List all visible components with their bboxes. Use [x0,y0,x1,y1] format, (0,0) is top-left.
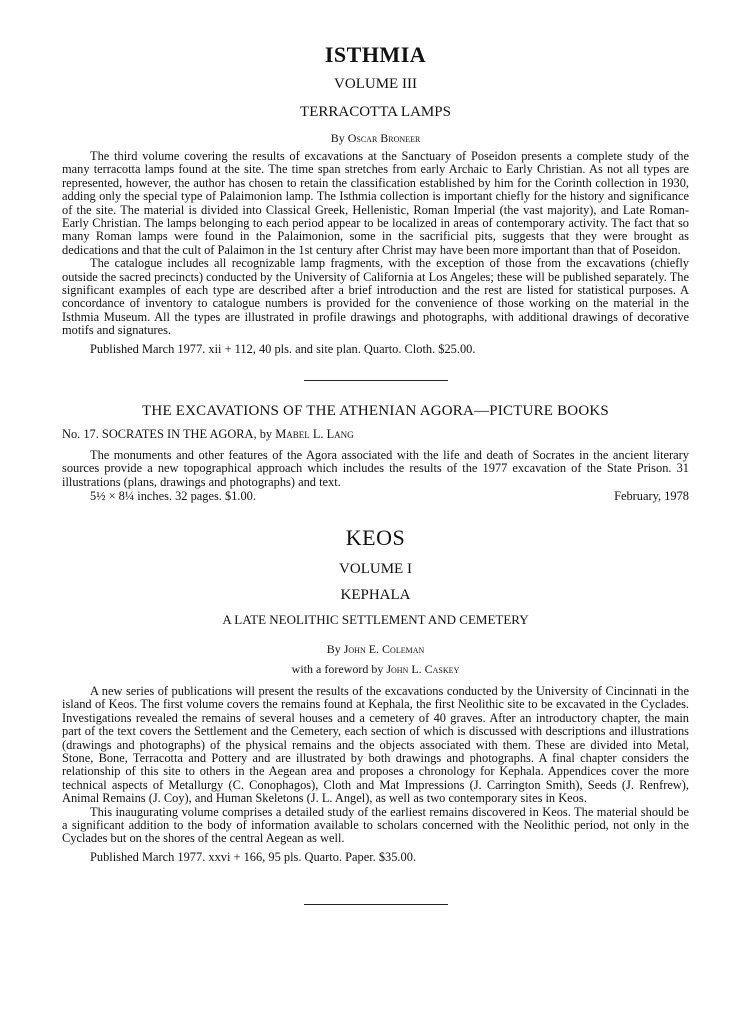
section-divider-bottom [304,904,448,905]
isthmia-by: By [330,131,345,145]
isthmia-publication-info: Published March 1977. xii + 112, 40 pls. and site plan. Quarto. Cloth. $25.00. [90,341,476,356]
keos-subtitle: KEPHALA [340,586,411,603]
keos-paragraph-1: A new series of publications will present the results of the excavations conducted by the University of Cincinnati in the island of Keos. The first volume covers the remains found at Kephala, the first Neolithic site to be excavated in the Cyclades. Investigations revealed the remains of several houses and a cemetery of 40 graves. After an introductory chapter, the main part of the text covers the Settlement and the Cemetery, each section of which is discussed with descriptions and illustrations (drawings and photographs) of the physical remains and the objects associated with them. These are divided into Metal, Stone, Bone, Terracotta and Pottery and are illustrated by both drawings and photographs. A final chapter considers the relationship of this site to others in the Aegean area and proposes a chronology for Kephala. Appendices cover the more technical aspects of Metallurgy (C. Conophagos), Cloth and Mat Impressions (J. Carrington Smith), Seeds (J. Renfrew), Animal Remains (J. Coy), and Human Skeletons (J. L. Angel), as well as two contemporary sites in Keos. [62,683,689,806]
keos-foreword-author: John L. Caskey [386,661,460,676]
keos-foreword [62,661,689,677]
keos-byline [62,641,689,657]
agora-author: Mabel L. Lang [275,426,354,441]
agora-paragraph: The monuments and other features of the Agora associated with the life and death of Socrates in the ancient literary sources provide a new topographical approach which includes the results of the 1977 excavation of the State Prison. 31 illustrations (plans, drawings and photographs) and text. [62,447,689,489]
keos-subtitle-2: A LATE NEOLITHIC SETTLEMENT AND CEMETERY [222,611,529,627]
agora-date: February, 1978 [614,488,689,503]
section-divider [304,380,448,381]
isthmia-paragraph-1: The third volume covering the results of excavations at the Sanctuary of Poseidon presents a complete study of the many terracotta lamps found at the site. The time span stretches from early Archaic to Early Christian. As not all types are represented, however, the author has chosen to retain the classification established by him for the Corinth collection in 1930, adding only the special type of Palaimonion lamp. The Isthmia collection is important chiefly for the history and significance of the site. The material is divided into Classical Greek, Hellenistic, Roman Imperial (the vast majority), and Late Roman-Early Christian. The lamps belonging to each period appear to be localized in areas of contemporary activity. The fact that so many Roman lamps were found in the Palaimonion, some in the sacrificial pits, suggests that they were brought as dedications and that the cult of Palaimon in the 1st century after Christ may have been more important than that of Poseidon. [62,149,689,257]
isthmia-author: Oscar Broneer [347,131,421,145]
agora-details: 5½ × 8¼ inches. 32 pages. $1.00. [90,488,256,503]
keos-author: John E. Coleman [343,641,425,656]
isthmia-volume: VOLUME III [334,76,417,92]
keos-title: KEOS [345,524,406,550]
agora-book-title [62,427,689,441]
keos-foreword-prefix: with a foreword by [291,661,384,676]
isthmia-subtitle: TERRACOTTA LAMPS [300,104,451,120]
agora-series-title: THE EXCAVATIONS OF THE ATHENIAN AGORA—PICTURE BOOKS [142,402,609,419]
isthmia-title: ISTHMIA [324,42,427,67]
keos-section [62,523,689,864]
document-page [62,40,689,905]
agora-details-row [62,489,689,503]
keos-publication-info: Published March 1977. xxvi + 166, 95 pls. Quarto. Paper. $35.00. [90,849,417,864]
agora-section [62,401,689,503]
isthmia-byline [62,130,689,146]
agora-number-title: No. 17. SOCRATES IN THE AGORA, by [62,426,273,441]
keos-by: By [326,641,341,656]
isthmia-paragraph-2: The catalogue includes all recognizable lamp fragments, with the exception of those from the excavations (chiefly outside the sacred precincts) conducted by the University of California at Los Angeles; these will be published separately. The significant examples of each type are described after a brief introduction and the rest are listed for statistical purposes. A concordance of inventory to catalogue numbers is provided for the convenience of those working on the material in the Isthmia Museum. All the types are illustrated in profile drawings and photographs, with additional drawings of decorative motifs and signatures. [62,256,689,338]
keos-paragraph-2: This inaugurating volume comprises a detailed study of the earliest remains discovered in Keos. The material should be a significant addition to the body of information available to scholars concerned with the Neolithic period, not only in the Cyclades but on the shores of the central Aegean as well. [62,804,689,846]
isthmia-section [62,40,689,356]
keos-volume: VOLUME I [339,560,412,577]
